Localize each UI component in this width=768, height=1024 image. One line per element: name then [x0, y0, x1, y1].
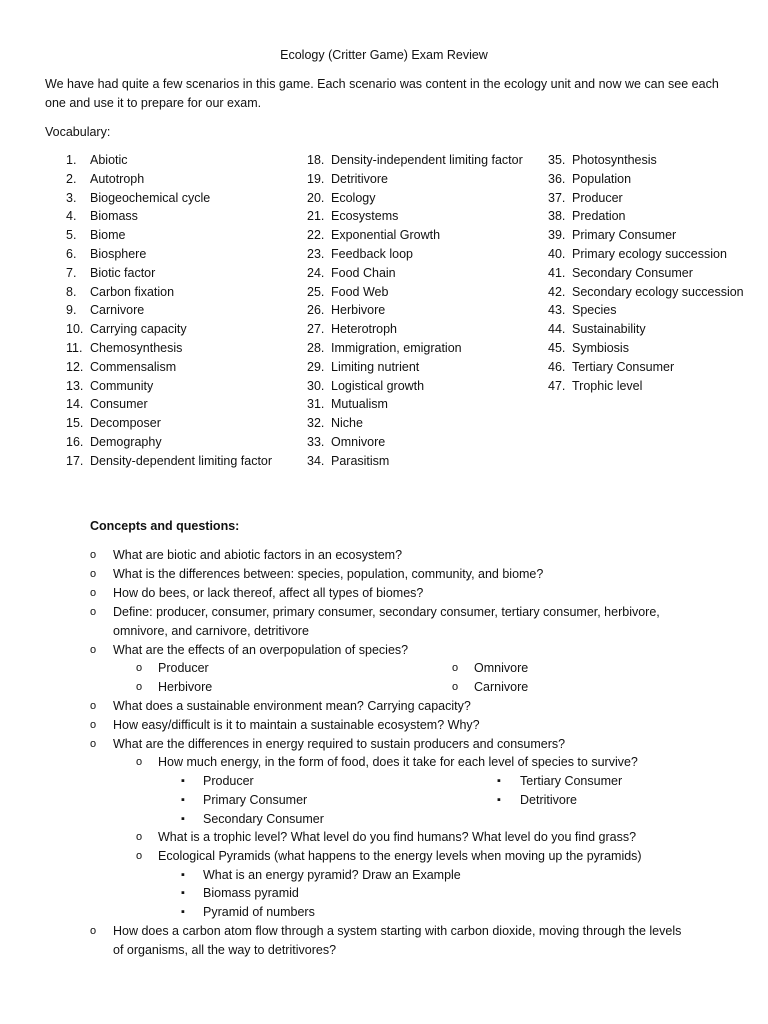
vocabulary-term: Secondary ecology succession	[572, 284, 744, 299]
vocabulary-term: Mutualism	[331, 397, 388, 412]
question-text: Define: producer, consumer, primary consumer, secondary consumer, tertiary consumer, herbivore, omnivore, and carnivore, detritivore	[113, 605, 660, 638]
concepts-heading: Concepts and questions:	[90, 519, 240, 533]
vocabulary-term: Carbon fixation	[90, 284, 175, 299]
circle-bullet-icon: o	[90, 587, 97, 599]
square-bullet-icon: ▪	[181, 887, 185, 899]
vocabulary-term: Primary ecology succession	[572, 246, 727, 261]
vocabulary-number: 3.	[66, 190, 77, 205]
vocabulary-item	[307, 377, 527, 396]
vocabulary-item	[66, 433, 286, 452]
vocabulary-term: Ecosystems	[331, 209, 399, 224]
vocabulary-number: 14.	[66, 397, 84, 412]
question-text: Primary Consumer	[203, 793, 308, 807]
vocabulary-item	[66, 226, 286, 245]
vocabulary-term: Primary Consumer	[572, 228, 677, 243]
question-text: What are the differences in energy required to sustain producers and consumers?	[113, 737, 566, 751]
vocabulary-item	[66, 358, 286, 377]
vocabulary-term: Herbivore	[331, 303, 386, 318]
vocabulary-term: Carrying capacity	[90, 322, 187, 337]
vocabulary-number: 1.	[66, 153, 77, 167]
circle-bullet-icon: o	[136, 681, 143, 693]
vocabulary-number: 2.	[66, 171, 77, 186]
vocabulary-term: Exponential Growth	[331, 228, 441, 243]
vocabulary-term: Predation	[572, 209, 626, 224]
vocabulary-item	[548, 170, 748, 189]
square-bullet-icon: ▪	[181, 813, 185, 825]
question-text: Carnivore	[474, 680, 529, 694]
vocabulary-number: 23.	[307, 246, 325, 261]
question-text: Pyramid of numbers	[203, 905, 315, 919]
vocabulary-item	[307, 414, 527, 433]
vocabulary-term: Autotroph	[90, 171, 145, 186]
vocabulary-item	[548, 320, 748, 339]
vocabulary-term: Biosphere	[90, 246, 147, 261]
question-text: What does a sustainable environment mean? Carrying capacity?	[113, 699, 471, 713]
vocabulary-term: Density-independent limiting factor	[331, 153, 523, 167]
circle-bullet-icon: o	[90, 925, 97, 937]
vocabulary-item	[66, 283, 286, 302]
vocabulary-number: 4.	[66, 209, 77, 224]
vocabulary-item	[307, 358, 527, 377]
vocabulary-item	[66, 452, 286, 471]
vocabulary-number: 16.	[66, 434, 84, 449]
vocabulary-item	[66, 339, 286, 358]
vocabulary-item	[66, 320, 286, 339]
vocabulary-term: Feedback loop	[331, 246, 414, 261]
vocabulary-number: 19.	[307, 171, 325, 186]
vocabulary-item	[548, 245, 748, 264]
question-text: Tertiary Consumer	[520, 774, 623, 788]
vocabulary-term: Heterotroph	[331, 322, 398, 337]
vocabulary-number: 33.	[307, 434, 325, 449]
circle-bullet-icon: o	[90, 719, 97, 731]
vocabulary-term: Immigration, emigration	[331, 340, 462, 355]
vocabulary-number: 20.	[307, 190, 325, 205]
vocabulary-item	[66, 264, 286, 283]
vocabulary-item	[307, 339, 527, 358]
vocabulary-item	[307, 301, 527, 320]
square-bullet-icon: ▪	[181, 869, 185, 881]
vocabulary-item	[66, 301, 286, 320]
vocabulary-number: 38.	[548, 209, 566, 224]
question-text: Producer	[203, 774, 254, 788]
vocabulary-term: Producer	[572, 190, 623, 205]
square-bullet-icon: ▪	[497, 794, 501, 806]
vocabulary-number: 10.	[66, 322, 84, 337]
question-text: Herbivore	[158, 680, 213, 694]
vocabulary-number: 17.	[66, 453, 84, 468]
vocabulary-item	[66, 245, 286, 264]
vocabulary-term: Density-dependent limiting factor	[90, 453, 273, 468]
question-text: What is a trophic level? What level do you find humans? What level do you find grass?	[158, 830, 637, 844]
vocabulary-column-2	[307, 151, 527, 471]
vocabulary-item	[307, 283, 527, 302]
vocabulary-number: 45.	[548, 340, 566, 355]
vocabulary-number: 42.	[548, 284, 566, 299]
vocabulary-number: 6.	[66, 246, 77, 261]
vocabulary-number: 31.	[307, 397, 325, 412]
question-text: Omnivore	[474, 661, 529, 675]
vocabulary-term: Species	[572, 303, 617, 318]
vocabulary-item	[307, 264, 527, 283]
question-text: Producer	[158, 661, 209, 675]
vocabulary-term: Niche	[331, 416, 363, 431]
circle-bullet-icon: o	[136, 756, 143, 768]
vocabulary-item	[66, 414, 286, 433]
vocabulary-item	[66, 207, 286, 226]
vocabulary-term: Secondary Consumer	[572, 265, 693, 280]
vocabulary-item	[307, 245, 527, 264]
vocabulary-item	[66, 170, 286, 189]
question-text: What is an energy pyramid? Draw an Example	[203, 868, 461, 882]
vocabulary-number: 29.	[307, 359, 325, 374]
vocabulary-number: 34.	[307, 453, 325, 468]
vocabulary-number: 35.	[548, 153, 566, 167]
vocabulary-item	[66, 395, 286, 414]
vocabulary-number: 15.	[66, 416, 84, 431]
question-text: How much energy, in the form of food, does it take for each level of species to survive?	[158, 755, 638, 769]
vocabulary-number: 28.	[307, 340, 325, 355]
vocabulary-number: 32.	[307, 416, 325, 431]
vocabulary-number: 44.	[548, 322, 566, 337]
vocabulary-term: Biome	[90, 228, 126, 243]
vocabulary-term: Food Web	[331, 284, 389, 299]
vocabulary-item	[66, 151, 286, 170]
vocabulary-number: 39.	[548, 228, 566, 243]
vocabulary-number: 18.	[307, 153, 325, 167]
vocabulary-term: Demography	[90, 434, 162, 449]
vocabulary-number: 7.	[66, 265, 77, 280]
page-title: Ecology (Critter Game) Exam Review	[280, 48, 488, 62]
vocabulary-term: Community	[90, 378, 154, 393]
question-text: What are the effects of an overpopulation of species?	[113, 643, 409, 657]
question-text: Detritivore	[520, 793, 577, 807]
vocabulary-term: Tertiary Consumer	[572, 359, 675, 374]
vocabulary-term: Biomass	[90, 209, 138, 224]
vocabulary-item	[548, 339, 748, 358]
circle-bullet-icon: o	[90, 700, 97, 712]
vocabulary-term: Biotic factor	[90, 265, 156, 280]
vocabulary-number: 25.	[307, 284, 325, 299]
vocabulary-term: Sustainability	[572, 322, 646, 337]
vocabulary-number: 37.	[548, 190, 566, 205]
vocabulary-item	[307, 433, 527, 452]
question-text: How does a carbon atom flow through a system starting with carbon dioxide, moving through the levels of organisms, all the way to detritivores?	[113, 924, 682, 957]
vocabulary-number: 40.	[548, 246, 566, 261]
question-text: What are biotic and abiotic factors in an ecosystem?	[113, 548, 403, 562]
vocabulary-item	[307, 452, 527, 471]
vocabulary-number: 36.	[548, 171, 566, 186]
vocabulary-number: 47.	[548, 378, 566, 393]
question-text: Biomass pyramid	[203, 886, 299, 900]
vocabulary-number: 22.	[307, 228, 325, 243]
circle-bullet-icon: o	[90, 606, 97, 618]
question-text: How do bees, or lack thereof, affect all types of biomes?	[113, 586, 424, 600]
vocabulary-column-1	[66, 151, 286, 471]
vocabulary-term: Parasitism	[331, 453, 390, 468]
vocabulary-term: Abiotic	[90, 153, 128, 167]
vocabulary-number: 26.	[307, 303, 325, 318]
vocabulary-item	[307, 320, 527, 339]
circle-bullet-icon: o	[452, 681, 459, 693]
vocabulary-number: 21.	[307, 209, 325, 224]
vocabulary-item	[307, 170, 527, 189]
question-text: Secondary Consumer	[203, 812, 324, 826]
vocabulary-item	[307, 189, 527, 208]
vocabulary-term: Logistical growth	[331, 378, 425, 393]
vocabulary-term: Symbiosis	[572, 340, 629, 355]
vocabulary-term: Biogeochemical cycle	[90, 190, 211, 205]
vocabulary-number: 12.	[66, 359, 84, 374]
square-bullet-icon: ▪	[181, 906, 185, 918]
vocabulary-item	[548, 189, 748, 208]
square-bullet-icon: ▪	[497, 775, 501, 787]
vocabulary-term: Trophic level	[572, 378, 643, 393]
vocabulary-term: Food Chain	[331, 265, 396, 280]
vocabulary-number: 24.	[307, 265, 325, 280]
circle-bullet-icon: o	[90, 644, 97, 656]
vocabulary-heading: Vocabulary:	[45, 125, 111, 139]
question-text: How easy/difficult is it to maintain a sustainable ecosystem? Why?	[113, 718, 480, 732]
vocabulary-item	[548, 151, 748, 170]
vocabulary-number: 11.	[66, 340, 83, 355]
vocabulary-term: Photosynthesis	[572, 153, 657, 167]
square-bullet-icon: ▪	[181, 775, 185, 787]
vocabulary-number: 46.	[548, 359, 566, 374]
vocabulary-number: 27.	[307, 322, 325, 337]
circle-bullet-icon: o	[136, 850, 143, 862]
vocabulary-item	[307, 395, 527, 414]
vocabulary-term: Ecology	[331, 190, 376, 205]
vocabulary-term: Limiting nutrient	[331, 359, 420, 374]
vocabulary-item	[548, 358, 748, 377]
vocabulary-item	[66, 189, 286, 208]
question-text: Ecological Pyramids (what happens to the energy levels when moving up the pyramids)	[158, 849, 642, 863]
circle-bullet-icon: o	[136, 662, 143, 674]
vocabulary-term: Decomposer	[90, 416, 161, 431]
vocabulary-number: 41.	[548, 265, 566, 280]
vocabulary-number: 9.	[66, 303, 77, 318]
vocabulary-term: Commensalism	[90, 359, 177, 374]
vocabulary-term: Population	[572, 171, 632, 186]
circle-bullet-icon: o	[90, 738, 97, 750]
intro-paragraph: We have had quite a few scenarios in this game. Each scenario was content in the ecology unit and now we can see each one and use it to prepare for our exam.	[45, 77, 719, 110]
vocabulary-item	[548, 283, 748, 302]
circle-bullet-icon: o	[452, 662, 459, 674]
circle-bullet-icon: o	[90, 568, 97, 580]
vocabulary-item	[307, 207, 527, 226]
vocabulary-number: 8.	[66, 284, 77, 299]
vocabulary-term: Detritivore	[331, 171, 388, 186]
vocabulary-item	[548, 207, 748, 226]
circle-bullet-icon: o	[90, 549, 97, 561]
vocabulary-number: 30.	[307, 378, 325, 393]
vocabulary-number: 43.	[548, 303, 566, 318]
vocabulary-item	[548, 301, 748, 320]
vocabulary-item	[307, 226, 527, 245]
vocabulary-item	[548, 377, 748, 396]
vocabulary-item	[307, 151, 527, 170]
question-text: What is the differences between: species, population, community, and biome?	[113, 567, 544, 581]
vocabulary-term: Omnivore	[331, 434, 386, 449]
vocabulary-column-3	[548, 151, 748, 395]
vocabulary-item	[548, 264, 748, 283]
vocabulary-term: Consumer	[90, 397, 148, 412]
vocabulary-term: Chemosynthesis	[90, 340, 183, 355]
square-bullet-icon: ▪	[181, 794, 185, 806]
vocabulary-item	[548, 226, 748, 245]
circle-bullet-icon: o	[136, 831, 143, 843]
vocabulary-item	[66, 377, 286, 396]
vocabulary-number: 5.	[66, 228, 77, 243]
vocabulary-number: 13.	[66, 378, 84, 393]
vocabulary-term: Carnivore	[90, 303, 145, 318]
